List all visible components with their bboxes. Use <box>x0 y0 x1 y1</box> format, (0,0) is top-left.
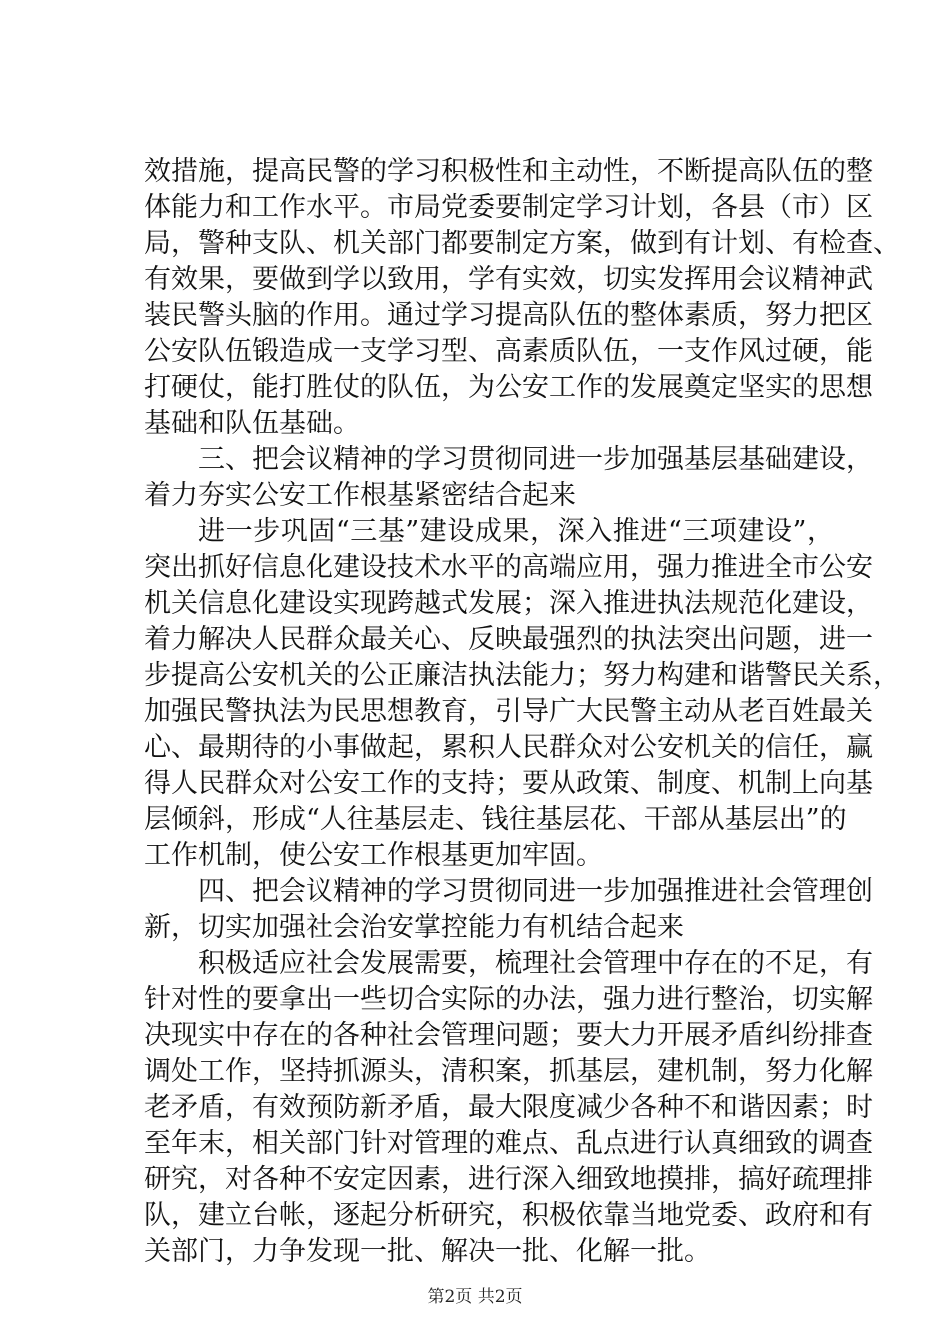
text-line: 体能力和工作水平。市局党委要制定学习计划，各县（市）区 <box>144 192 873 223</box>
text-line: 研究，对各种不安定因素，进行深入细致地摸排，搞好疏理排 <box>144 1164 873 1195</box>
text-line: 步提高公安机关的公正廉洁执法能力；努力构建和谐警民关系， <box>144 660 900 691</box>
text-line: 层倾斜，形成“人往基层走、钱往基层花、干部从基层出”的 <box>144 804 847 835</box>
text-line: 工作机制，使公安工作根基更加牢固。 <box>144 840 603 871</box>
text-line: 装民警头脑的作用。通过学习提高队伍的整体素质，努力把区 <box>144 300 873 331</box>
text-line: 积极适应社会发展需要，梳理社会管理中存在的不足，有 <box>198 948 873 979</box>
section-heading-line: 着力夯实公安工作根基紧密结合起来 <box>144 480 576 511</box>
text-line: 针对性的要拿出一些切合实际的办法，强力进行整治，切实解 <box>144 984 873 1015</box>
text-line: 基础和队伍基础。 <box>144 408 360 439</box>
text-line: 有效果，要做到学以致用，学有实效，切实发挥用会议精神武 <box>144 264 873 295</box>
section-heading-line: 三、把会议精神的学习贯彻同进一步加强基层基础建设， <box>198 444 873 475</box>
text-line: 突出抓好信息化建设技术水平的高端应用，强力推进全市公安 <box>144 552 873 583</box>
text-line: 公安队伍锻造成一支学习型、高素质队伍，一支作风过硬，能 <box>144 336 873 367</box>
text-line: 机关信息化建设实现跨越式发展；深入推进执法规范化建设， <box>144 588 873 619</box>
text-line: 队，建立台帐，逐起分析研究，积极依靠当地党委、政府和有 <box>144 1200 873 1231</box>
text-line: 进一步巩固“三基”建设成果，深入推进“三项建设”， <box>198 516 834 547</box>
text-line: 老矛盾，有效预防新矛盾，最大限度减少各种不和谐因素；时 <box>144 1092 873 1123</box>
text-line: 加强民警执法为民思想教育，引导广大民警主动从老百姓最关 <box>144 696 873 727</box>
text-line: 心、最期待的小事做起，累积人民群众对公安机关的信任，赢 <box>144 732 873 763</box>
section-heading-line: 四、把会议精神的学习贯彻同进一步加强推进社会管理创 <box>198 876 873 907</box>
text-line: 关部门，力争发现一批、解决一批、化解一批。 <box>144 1236 711 1267</box>
page-number-footer: 第2页 共2页 <box>427 1287 523 1307</box>
text-line: 至年末，相关部门针对管理的难点、乱点进行认真细致的调查 <box>144 1128 873 1159</box>
text-line: 着力解决人民群众最关心、反映最强烈的执法突出问题，进一 <box>144 624 873 655</box>
text-line: 调处工作，坚持抓源头，清积案，抓基层，建机制，努力化解 <box>144 1056 873 1087</box>
text-line: 决现实中存在的各种社会管理问题；要大力开展矛盾纠纷排查 <box>144 1020 873 1051</box>
text-line: 打硬仗，能打胜仗的队伍，为公安工作的发展奠定坚实的思想 <box>144 372 873 403</box>
text-line: 得人民群众对公安工作的支持；要从政策、制度、机制上向基 <box>144 768 873 799</box>
text-line: 局，警种支队、机关部门都要制定方案，做到有计划、有检查、 <box>144 228 900 259</box>
section-heading-line: 新，切实加强社会治安掌控能力有机结合起来 <box>144 912 684 943</box>
text-line: 效措施，提高民警的学习积极性和主动性，不断提高队伍的整 <box>144 156 873 187</box>
